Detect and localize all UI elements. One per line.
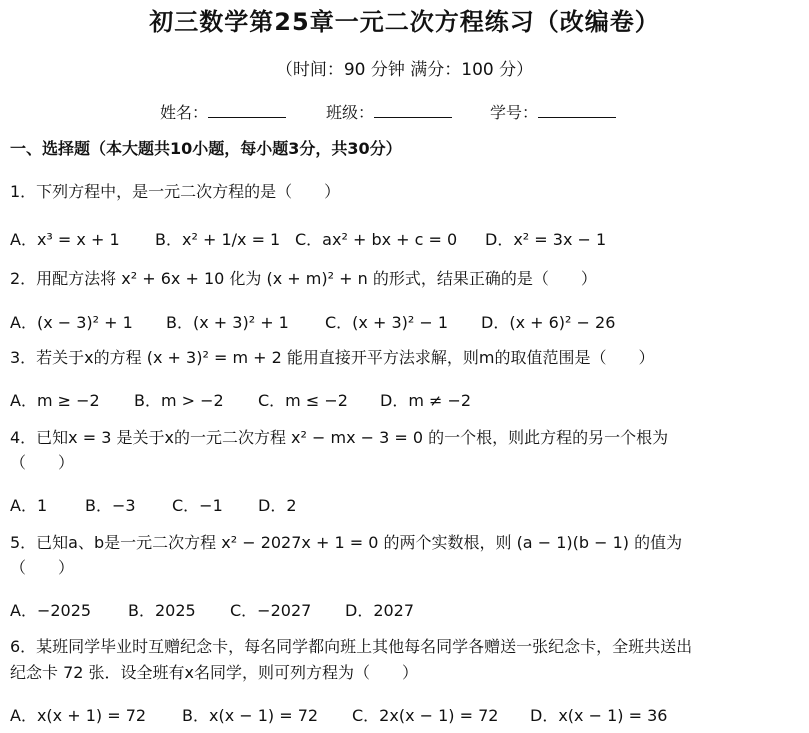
question-4-answer-blank: （ ） [10, 453, 75, 472]
question-2-option-d: D．(x + 6)² − 26 [481, 313, 616, 332]
name-blank [208, 101, 286, 118]
question-3-option-b: B．m > −2 [134, 391, 224, 410]
question-4-stem: 4．已知x = 3 是关于x的一元二次方程 x² − mx − 3 = 0 的一个根，则此方程的另一个根为 [10, 428, 669, 447]
question-4-option-d: D．2 [258, 496, 297, 515]
question-6-stem: 6．某班同学毕业时互赠纪念卡，每名同学都向班上其他每名同学各赠送一张纪念卡，全班共送出 [10, 637, 693, 656]
question-6-stem-continued: 纪念卡 72 张．设全班有x名同学，则可列方程为（ ） [10, 663, 419, 682]
question-1-option-b: B．x² + 1/x = 1 [155, 230, 281, 249]
question-4-option-c: C．−1 [172, 496, 223, 515]
student-id-label: 学号： [490, 103, 539, 122]
exam-time-score: （时间：90 分钟 满分：100 分） [275, 60, 534, 80]
question-5-option-c: C．−2027 [230, 601, 312, 620]
question-2-option-a: A．(x − 3)² + 1 [10, 313, 133, 332]
question-1-stem: 1．下列方程中，是一元二次方程的是（ ） [10, 182, 341, 201]
question-3-stem: 3．若关于x的方程 (x + 3)² = m + 2 能用直接开平方法求解，则m的取值范围是（ ） [10, 348, 655, 367]
question-2-stem: 2．用配方法将 x² + 6x + 10 化为 (x + m)² + n 的形式，结果正确的是（ ） [10, 269, 597, 288]
question-3-option-d: D．m ≠ −2 [380, 391, 472, 410]
question-2-option-c: C．(x + 3)² − 1 [325, 313, 449, 332]
question-3-option-c: C．m ≤ −2 [258, 391, 348, 410]
question-5-option-a: A．−2025 [10, 601, 92, 620]
section-heading: 一、选择题（本大题共10小题，每小题3分，共30分） [10, 139, 402, 158]
question-4-option-b: B．−3 [85, 496, 136, 515]
class-blank [374, 101, 452, 118]
question-1-option-a: A．x³ = x + 1 [10, 230, 120, 249]
question-2-option-b: B．(x + 3)² + 1 [166, 313, 289, 332]
name-field [160, 100, 286, 123]
question-5-option-b: B．2025 [128, 601, 196, 620]
page-title: 初三数学第25章一元二次方程练习（改编卷） [149, 8, 660, 36]
question-5-stem: 5．已知a、b是一元二次方程 x² − 2027x + 1 = 0 的两个实数根，则 (a − 1)(b − 1) 的值为 [10, 533, 683, 552]
question-5-option-d: D．2027 [345, 601, 415, 620]
question-6-option-b: B．x(x − 1) = 72 [182, 706, 319, 725]
question-4-option-a: A．1 [10, 496, 48, 515]
question-6-option-d: D．x(x − 1) = 36 [530, 706, 668, 725]
student-id-blank [538, 101, 616, 118]
question-6-option-c: C．2x(x − 1) = 72 [352, 706, 499, 725]
name-label: 姓名： [160, 103, 209, 122]
question-1-option-d: D．x² = 3x − 1 [485, 230, 607, 249]
question-6-option-a: A．x(x + 1) = 72 [10, 706, 147, 725]
question-5-answer-blank: （ ） [10, 558, 75, 577]
question-3-option-a: A．m ≥ −2 [10, 391, 100, 410]
student-id-field [490, 100, 616, 123]
question-1-option-c: C．ax² + bx + c = 0 [295, 230, 458, 249]
class-label: 班级： [326, 103, 375, 122]
class-field [326, 100, 452, 123]
